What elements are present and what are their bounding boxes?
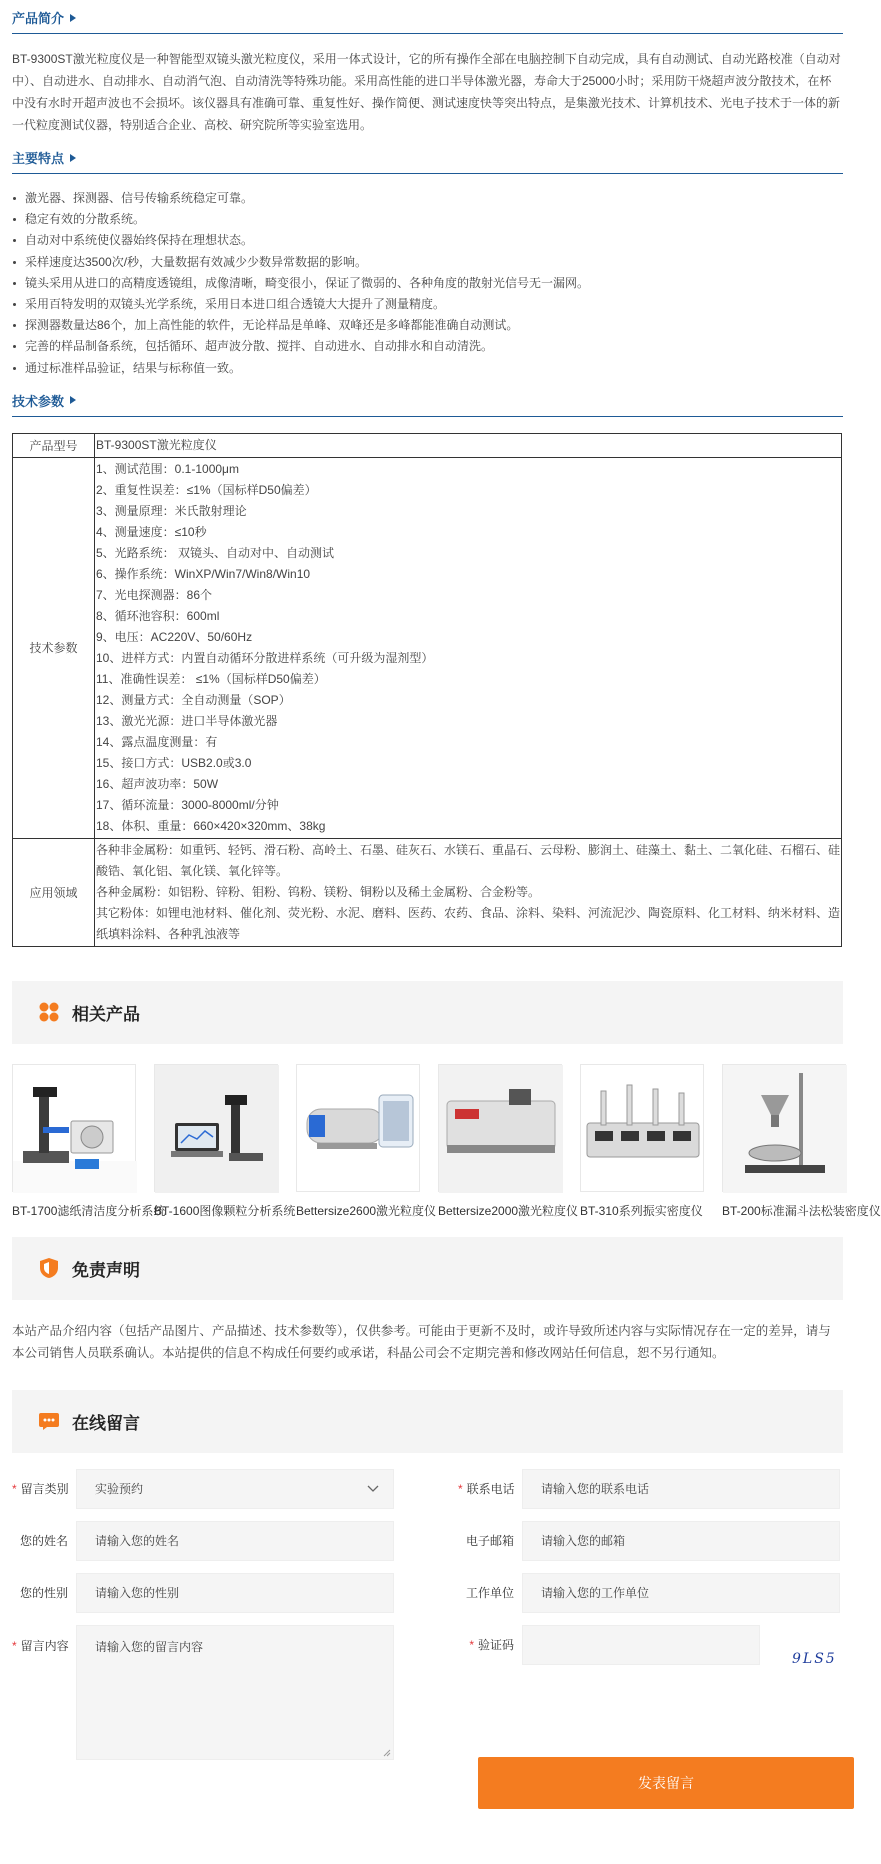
param-line: 4、测量速度：≤10秒 bbox=[96, 524, 207, 539]
param-line: 16、超声波功率：50W bbox=[96, 776, 219, 791]
name-row bbox=[12, 1521, 394, 1561]
section-title-features bbox=[12, 148, 843, 174]
product-name[interactable]: BT-200标准漏斗法松装密度仪 bbox=[722, 1203, 881, 1218]
microscope-computer-icon[interactable] bbox=[154, 1064, 278, 1192]
feature-item: 采样速度达3500次/秒，大量数据有效减少少数异常数据的影响。 bbox=[12, 252, 843, 273]
param-line: 17、循环流量：3000-8000ml/分钟 bbox=[96, 797, 279, 812]
phone-label: 联系电话 bbox=[466, 1482, 515, 1497]
param-line: 14、露点温度测量：有 bbox=[96, 734, 218, 749]
app-cell bbox=[95, 838, 842, 946]
intro-text: BT-9300ST激光粒度仪是一种智能型双镜头激光粒度仪，采用一体式设计，它的所有操作全部在电脑控制下自动完成，具有自动测试、自动光路校准（自动对中）、自动进水、自动排水、自动消气泡、自动清洗等特殊功能。采用高性能的进口半导体激光器，寿命大于25000小时；采用防干烧超声波分散技术，在杯中没有水时开超声波也不会损坏。该仪器具有准确可靠、重复性好、操作简便、测试速度快等突出特点，是集激光技术、计算机技术、光电子技术于一体的新一代粒度测试仪器，特别适合企业、高校、研究院所等实验室选用。 bbox=[12, 52, 841, 132]
app-line: 各种金属粉：如铝粉、锌粉、钼粉、钨粉、镁粉、铜粉以及稀土金属粉、合金粉等。 bbox=[96, 884, 541, 899]
feature-item: 完善的样品制备系统，包括循环、超声波分散、搅拌、自动进水、自动排水和自动清洗。 bbox=[12, 336, 843, 357]
triangle-right-icon bbox=[70, 154, 76, 162]
name-label: 您的姓名 bbox=[19, 1534, 68, 1549]
type-row bbox=[12, 1469, 394, 1509]
email-label: 电子邮箱 bbox=[465, 1534, 514, 1549]
product-card[interactable] bbox=[154, 1064, 296, 1219]
related-title: 相关产品 bbox=[72, 1004, 140, 1024]
param-line: 2、重复性误差：≤1%（国标样D50偏差） bbox=[96, 482, 317, 497]
app-label: 应用领域 bbox=[13, 838, 95, 946]
captcha-input[interactable] bbox=[522, 1625, 760, 1665]
product-card[interactable] bbox=[722, 1064, 881, 1219]
feature-item: 稳定有效的分散系统。 bbox=[12, 209, 843, 230]
content-placeholder: 请输入您的留言内容 bbox=[95, 1639, 204, 1654]
funnel-stand-icon[interactable] bbox=[722, 1064, 846, 1192]
type-select[interactable] bbox=[76, 1469, 394, 1509]
feature-item: 自动对中系统使仪器始终保持在理想状态。 bbox=[12, 230, 843, 251]
disclaimer-title: 免责声明 bbox=[72, 1260, 140, 1280]
feature-item: 镜头采用从进口的高精度透镜组，成像清晰，畸变很小，保证了微弱的、各种角度的散射光信号无一漏网。 bbox=[12, 273, 843, 294]
features-title: 主要特点 bbox=[12, 151, 65, 166]
gender-row bbox=[12, 1573, 394, 1613]
analyzer-icon[interactable] bbox=[296, 1064, 420, 1192]
spec-table bbox=[12, 433, 842, 947]
product-name[interactable]: Bettersize2000激光粒度仪 bbox=[438, 1203, 579, 1218]
content-row bbox=[12, 1625, 394, 1760]
triangle-right-icon bbox=[70, 14, 76, 22]
related-products bbox=[12, 1064, 881, 1219]
disclaimer-header bbox=[12, 1237, 843, 1300]
resize-handle-icon[interactable] bbox=[383, 1749, 391, 1757]
product-card[interactable] bbox=[580, 1064, 710, 1219]
model-value: BT-9300ST激光粒度仪 bbox=[95, 433, 842, 457]
params-cell bbox=[95, 457, 842, 838]
param-line: 9、电压：AC220V、50/60Hz bbox=[96, 629, 253, 644]
disclaimer-text: 本站产品介绍内容（包括产品图片、产品描述、技术参数等），仅供参考。可能由于更新不及时，或许导致所述内容与实际情况存在一定的差异，请与本公司销售人员联系确认。本站提供的信息不构成任何要约或承诺，科晶公司会不定期完善和修改网站任何信息，恕不另行通知。 bbox=[12, 1323, 831, 1360]
section-title-spec bbox=[12, 391, 843, 417]
captcha-image[interactable]: 9LS5 bbox=[792, 1650, 837, 1667]
param-line: 5、光路系统： 双镜头、自动对中、自动测试 bbox=[96, 545, 335, 560]
type-label: 留言类别 bbox=[20, 1482, 69, 1497]
related-header bbox=[12, 981, 843, 1044]
name-input[interactable]: 请输入您的姓名 bbox=[76, 1521, 394, 1561]
required-mark: * bbox=[458, 1482, 463, 1497]
gender-label: 您的性别 bbox=[19, 1586, 68, 1601]
product-name[interactable]: BT-310系列振实密度仪 bbox=[580, 1203, 703, 1218]
email-input[interactable]: 请输入您的邮箱 bbox=[522, 1521, 840, 1561]
app-line: 各种非金属粉：如重钙、轻钙、滑石粉、高岭土、石墨、硅灰石、水镁石、重晶石、云母粉、膨润土、硅藻土、黏土、二氧化硅、石榴石、硅酸锆、氧化铝、氧化镁、氧化锌等。 bbox=[96, 842, 841, 878]
message-title: 在线留言 bbox=[72, 1413, 140, 1433]
product-name[interactable]: Bettersize2600激光粒度仪 bbox=[296, 1203, 437, 1218]
content-label: 留言内容 bbox=[20, 1638, 69, 1653]
required-mark: * bbox=[12, 1638, 17, 1653]
params-label: 技术参数 bbox=[13, 457, 95, 838]
param-line: 11、准确性误差： ≤1%（国标样D50偏差） bbox=[96, 671, 326, 686]
captcha-label: 验证码 bbox=[477, 1638, 514, 1653]
phone-row bbox=[458, 1469, 840, 1509]
required-mark: * bbox=[469, 1638, 474, 1653]
submit-button[interactable]: 发表留言 bbox=[478, 1757, 854, 1809]
captcha-row bbox=[458, 1625, 760, 1665]
feature-item: 探测器数量达86个，加上高性能的软件，无论样品是单峰、双峰还是多峰都能准确自动测试。 bbox=[12, 315, 843, 336]
param-line: 10、进样方式：内置自动循环分散进样系统（可升级为湿剂型） bbox=[96, 650, 434, 665]
phone-input[interactable]: 请输入您的联系电话 bbox=[522, 1469, 840, 1509]
message-header bbox=[12, 1390, 843, 1453]
model-label: 产品型号 bbox=[13, 433, 95, 457]
param-line: 1、测试范围：0.1-1000μm bbox=[96, 461, 239, 476]
chevron-down-icon bbox=[367, 1485, 379, 1493]
spec-title: 技术参数 bbox=[12, 393, 65, 409]
param-line: 18、体积、重量：660×420×320mm、38kg bbox=[96, 818, 326, 833]
triangle-right-icon bbox=[70, 396, 76, 404]
analyzer-box-icon[interactable] bbox=[438, 1064, 562, 1192]
tap-density-icon[interactable] bbox=[580, 1064, 704, 1192]
feature-item: 激光器、探测器、信号传输系统稳定可靠。 bbox=[12, 188, 843, 209]
param-line: 3、测量原理：米氏散射理论 bbox=[96, 503, 247, 518]
param-line: 12、测量方式：全自动测量（SOP） bbox=[96, 692, 291, 707]
chat-bubble-icon bbox=[38, 1410, 60, 1432]
product-name[interactable]: BT-1700滤纸清洁度分析系统 bbox=[12, 1203, 166, 1218]
grid-icon bbox=[38, 1001, 60, 1023]
required-mark: * bbox=[12, 1482, 17, 1497]
email-row bbox=[458, 1521, 840, 1561]
app-line: 其它粉体：如锂电池材料、催化剂、荧光粉、水泥、磨料、医药、农药、食品、涂料、染料、河流泥沙、陶瓷原料、化工材料、纳米材料、造纸填料涂料、各种乳浊液等 bbox=[96, 905, 841, 941]
type-value: 实验预约 bbox=[95, 1482, 144, 1497]
param-line: 13、激光光源：进口半导体激光器 bbox=[96, 713, 278, 728]
param-line: 15、接口方式：USB2.0或3.0 bbox=[96, 755, 252, 770]
company-row bbox=[458, 1573, 840, 1613]
microscope-icon[interactable] bbox=[12, 1064, 136, 1192]
product-card[interactable] bbox=[296, 1064, 437, 1219]
product-card[interactable] bbox=[438, 1064, 579, 1219]
company-input[interactable]: 请输入您的工作单位 bbox=[522, 1573, 840, 1613]
gender-input[interactable]: 请输入您的性别 bbox=[76, 1573, 394, 1613]
feature-list bbox=[12, 188, 843, 379]
page bbox=[0, 8, 881, 1864]
param-line: 8、循环池容积：600ml bbox=[96, 608, 220, 623]
param-line: 7、光电探测器：86个 bbox=[96, 587, 213, 602]
content-textarea[interactable] bbox=[76, 1625, 394, 1760]
table-row bbox=[13, 838, 842, 946]
param-line: 6、操作系统：WinXP/Win7/Win8/Win10 bbox=[96, 566, 311, 581]
message-form bbox=[12, 1469, 843, 1864]
table-row bbox=[13, 433, 842, 457]
feature-item: 采用百特发明的双镜头光学系统，采用日本进口组合透镜大大提升了测量精度。 bbox=[12, 294, 843, 315]
table-row bbox=[13, 457, 842, 838]
company-label: 工作单位 bbox=[465, 1586, 514, 1601]
feature-item: 通过标准样品验证，结果与标称值一致。 bbox=[12, 358, 843, 379]
section-title-intro bbox=[12, 8, 843, 34]
intro-title: 产品简介 bbox=[12, 11, 65, 26]
product-card[interactable] bbox=[12, 1064, 166, 1219]
shield-icon bbox=[38, 1257, 60, 1279]
product-name[interactable]: BT-1600图像颗粒分析系统 bbox=[154, 1203, 296, 1218]
